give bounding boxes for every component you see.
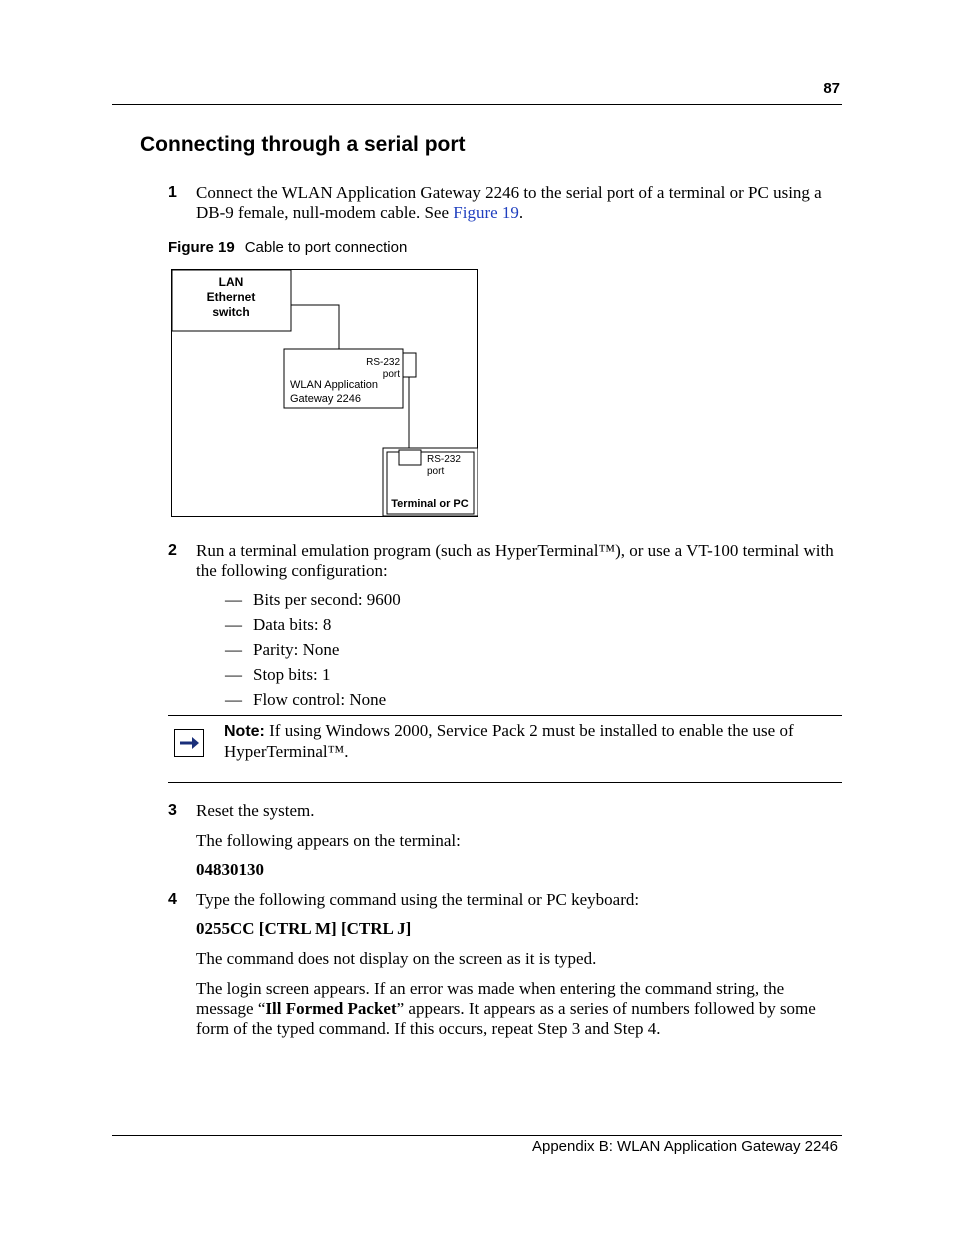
command-string: 0255CC [CTRL M] [CTRL J] — [196, 919, 412, 938]
config-item — [225, 640, 339, 660]
figure-label: Figure 19 — [168, 239, 235, 256]
step-4-para-2-line-2-post: ” appears. It appears as a series of numbers followed by some — [396, 999, 816, 1018]
config-item — [225, 690, 386, 710]
step-1-line-2-text: DB-9 female, null-modem cable. See — [196, 203, 454, 222]
step-2-number: 2 — [168, 542, 177, 559]
terminal-label: Terminal or PC — [391, 498, 469, 510]
gateway-label-line-2: Gateway 2246 — [290, 393, 361, 405]
step-3-number: 3 — [168, 802, 177, 819]
step-1-line-1: Connect the WLAN Application Gateway 2246 to the serial port of a terminal or PC using a — [196, 183, 822, 202]
step-4-text: Type the following command using the terminal or PC keyboard: — [196, 890, 640, 909]
ill-formed-packet-text: Ill Formed Packet — [265, 999, 397, 1018]
gateway-port-label-line-2: port — [382, 369, 400, 380]
figure-caption-text: Cable to port connection — [244, 239, 408, 256]
step-4-para-1: The command does not display on the screen as it is typed. — [196, 949, 597, 968]
config-item — [225, 665, 330, 685]
cable-connection-diagram — [171, 269, 478, 517]
terminal-port-label-line-2: port — [427, 466, 445, 477]
dash: — — [225, 690, 242, 709]
switch-label-line-2: Ethernet — [206, 290, 256, 304]
config-parity: Parity: None — [253, 640, 340, 659]
step-1-line-2 — [196, 203, 822, 223]
terminal-port-label-line-1: RS-232 — [427, 454, 461, 465]
gateway-label-line-1: WLAN Application — [290, 379, 379, 391]
step-1-period: . — [518, 203, 524, 222]
config-flow-control: Flow control: None — [253, 690, 387, 709]
switch-label-line-3: switch — [212, 305, 250, 319]
config-data-bits: Data bits: 8 — [253, 615, 332, 634]
footer-text: Appendix B: WLAN Application Gateway 2246 — [531, 1138, 838, 1155]
step-1-number: 1 — [168, 184, 177, 201]
config-item — [225, 615, 331, 635]
step-4-para-2-line-1: The login screen appears. If an error was made when entering the command string, the — [196, 979, 785, 998]
step-4-number: 4 — [168, 891, 177, 908]
config-bits-per-second: Bits per second: 9600 — [253, 590, 401, 609]
terminal-rs232-port — [399, 450, 421, 465]
step-4-para-2-line-3: form of the typed command. If this occurs, repeat Step 3 and Step 4. — [196, 1019, 661, 1038]
figure-caption — [168, 239, 407, 256]
gateway-port-label-line-1: RS-232 — [366, 357, 400, 368]
dash: — — [225, 615, 242, 634]
note-top-rule — [168, 715, 842, 716]
note-line-2: HyperTerminal™. — [224, 742, 349, 761]
note-line-1 — [224, 721, 794, 742]
footer-rule — [112, 1135, 842, 1136]
dash: — — [225, 640, 242, 659]
step-3-text: Reset the system. — [196, 801, 315, 820]
header-rule — [112, 104, 842, 105]
dash: — — [225, 590, 242, 609]
note-line-1-text: If using Windows 2000, Service Pack 2 must be installed to enable the use of — [264, 721, 794, 740]
figure-19-link[interactable]: Figure 19 — [453, 203, 519, 222]
terminal-output: 04830130 — [196, 860, 264, 879]
step-4-para-2-line-2 — [196, 999, 816, 1019]
step-1-text — [196, 183, 822, 223]
step-4-para-2 — [196, 979, 816, 1039]
switch-label-line-1: LAN — [218, 275, 244, 289]
page-number: 87 — [823, 80, 840, 97]
step-3-follow: The following appears on the terminal: — [196, 831, 461, 850]
section-title: Connecting through a serial port — [140, 133, 466, 156]
step-2-text — [196, 541, 834, 581]
step-2-line-2: the following configuration: — [196, 561, 388, 580]
note-text — [224, 721, 794, 762]
step-4-para-2-line-2-pre: message “ — [196, 999, 266, 1018]
step-2-line-1: Run a terminal emulation program (such as HyperTerminal™), or use a VT-100 terminal with — [196, 541, 834, 560]
gateway-rs232-port — [403, 353, 416, 377]
dash: — — [225, 665, 242, 684]
config-stop-bits: Stop bits: 1 — [253, 665, 331, 684]
config-item — [225, 590, 401, 610]
note-label: Note: — [224, 723, 265, 740]
arrow-right-icon — [174, 729, 204, 757]
note-bottom-rule — [168, 782, 842, 783]
